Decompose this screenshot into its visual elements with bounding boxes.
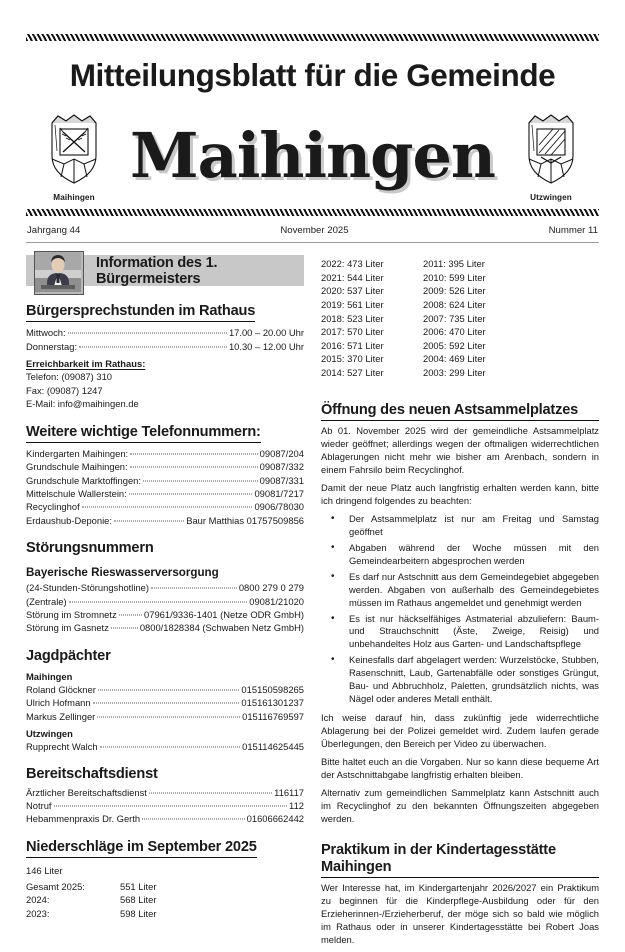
astsammelplatz-outro-2: Bitte haltet euch an die Vorgaben. Nur so kann diese bequeme Art der Astschnittabgabe langfristig erhalten bleiben. (321, 756, 599, 781)
list-item: • Es ist nur häckselfähiges Astmaterial abzuliefern: Baum- und Strauchschnitt (Äste, Zweige, Reisig) und unbehandeltes Holz aus Garten- und Landschaftspflege (321, 613, 599, 652)
year-value: 473 Liter (347, 258, 384, 270)
emergency-row (26, 799, 304, 812)
rainfall-history-row (321, 257, 423, 271)
list-item: • Abgaben während der Woche müssen mit den Gemeindearbeitern abgesprochen werden (321, 542, 599, 568)
office-hours-rows (26, 326, 304, 353)
year-label: 2022: (321, 258, 345, 270)
row-value: 09087/204 (259, 448, 304, 460)
top-hatched-rule (26, 33, 599, 42)
row-value: 0800 279 0 279 (238, 582, 304, 594)
content-columns (26, 255, 599, 952)
page-title: Mitteilungsblatt für die Gemeinde (69, 57, 556, 93)
row-value: 10.30 – 12.00 Uhr (228, 340, 304, 352)
year-label: 2008: (423, 298, 447, 310)
rainfall-year-right (120, 893, 304, 907)
year-label: 2018: (321, 312, 345, 324)
row-value: 015116769597 (242, 710, 304, 722)
leader-dots (143, 480, 258, 481)
leader-dots (151, 588, 237, 589)
hunting-heading: Jagdpächter (26, 647, 111, 664)
contact-email[interactable]: E-Mail: info@maihingen.de (26, 398, 139, 410)
coat-of-arms-utzwingen-icon (521, 111, 581, 187)
phone-numbers-list (26, 447, 304, 527)
disruptions-list (26, 581, 304, 634)
newsletter-page (0, 33, 625, 946)
hunting-list-utzwingen (26, 740, 304, 753)
year-value: 395 Liter (448, 258, 485, 270)
mayor-info-banner (26, 255, 304, 286)
year-value: 469 Liter (449, 353, 486, 365)
year-value: 599 Liter (449, 271, 486, 283)
year-value: 592 Liter (449, 339, 486, 351)
rainfall-history-row (423, 257, 599, 271)
year-value: 523 Liter (347, 312, 384, 324)
list-item: • Es darf nur Astschnitt aus dem Gemeindegebiet abgegeben werden. Abgaben von außerhalb des Gemeindegebietes müssen im Rathaus angemeldet und genehmigt werden (321, 571, 599, 610)
emergency-heading: Bereitschaftsdienst (26, 766, 158, 783)
row-label: (24-Stunden-Störungshotline) (26, 582, 149, 594)
phone-row (26, 514, 304, 527)
rainfall-history-row (423, 312, 599, 326)
row-label: Grundschule Maihingen: (26, 461, 128, 473)
disruption-row (26, 595, 304, 608)
astsammelplatz-intro-1: Ab 01. November 2025 wird der gemeindliche Astsammelplatz wieder geöffnet; allerdings wegen der oftmaligen widerrechtlichen Ablagerungen nicht mehr wie bisher am Arenbach, sondern in einem Fahrsilo beim Recyclinghof. (321, 424, 599, 475)
year-label: 2020: (321, 285, 345, 297)
rainfall-heading: Niederschläge im September 2025 (26, 839, 257, 858)
emergency-list (26, 786, 304, 826)
leader-dots (82, 507, 253, 508)
crest-maihingen-caption: Maihingen (53, 193, 95, 203)
rainfall-history-grid (321, 257, 599, 380)
rainfall-history-row (321, 312, 423, 326)
rainfall-summary-grid (26, 880, 304, 921)
year-value: 537 Liter (347, 285, 384, 297)
leader-dots (119, 615, 142, 616)
phone-numbers-heading: Weitere wichtige Telefonnummern: (26, 424, 261, 443)
row-label: Störung im Stromnetz (26, 609, 117, 621)
emergency-row (26, 812, 304, 825)
year-label: 2015: (321, 353, 345, 365)
year-value: 735 Liter (449, 312, 486, 324)
row-label: Ulrich Hofmann (26, 697, 91, 709)
rainfall-history-row (423, 298, 599, 312)
row-label: Mittelschule Wallerstein: (26, 488, 127, 500)
row-label: Störung im Gasnetz (26, 622, 109, 634)
leader-dots (142, 819, 245, 820)
contact-fax: Fax: (09087) 1247 (26, 384, 103, 396)
leader-dots (130, 467, 258, 468)
issue-volume: Jahrgang 44 (27, 225, 81, 237)
phone-row (26, 500, 304, 513)
row-value: 0800/1828384 (Schwaben Netz GmbH) (139, 622, 304, 634)
left-column (26, 255, 304, 921)
list-item: • Keinesfalls darf abgelagert werden: Wurzelstöcke, Stubben, Rasenschnitt, Laub, Gartenabfälle oder sonstiges Grüngut, Bau- und Abbruchholz, Paletten, grundsätzlich nichts, was Nägel oder anderes Metall enthält. (321, 654, 599, 706)
row-value: 116117 (274, 786, 304, 798)
row-value: 09081/21020 (249, 595, 304, 607)
leader-dots (68, 333, 227, 334)
office-hours-heading: Bürgersprechstunden im Rathaus (26, 303, 255, 322)
row-value: 09081/7217 (254, 488, 304, 500)
row-label: Kindergarten Maihingen: (26, 448, 129, 460)
leader-dots (114, 520, 184, 521)
row-label: Donnerstag: (26, 340, 78, 352)
row-label: Erdaushub-Deponie: (26, 514, 112, 526)
rainfall-history-row (321, 325, 423, 339)
disruptions-subheading: Bayerische Rieswasserversorgung (26, 566, 219, 580)
year-value: 544 Liter (347, 271, 384, 283)
crest-maihingen-block (26, 111, 122, 202)
row-value: 09087/331 (259, 474, 304, 486)
disruptions-heading: Störungsnummern (26, 540, 154, 557)
rainfall-history-row (321, 284, 423, 298)
leader-dots (149, 792, 272, 793)
row-value: 015161301237 (241, 697, 304, 709)
hunting-group-utzwingen: Utzwingen (26, 727, 73, 739)
rainfall-history-row (423, 352, 599, 366)
right-column (321, 255, 599, 952)
year-label: 2003: (423, 367, 447, 379)
hunting-group-maihingen: Maihingen (26, 670, 73, 682)
year-label: 2006: (423, 326, 447, 338)
year-value: 624 Liter (449, 298, 486, 310)
bottom-hatched-rule (26, 208, 599, 217)
rainfall-history-row (423, 366, 599, 380)
row-value: 09087/332 (259, 461, 304, 473)
year-label: 2009: (423, 285, 447, 297)
banner-title: Information des 1. Bürgermeisters (96, 254, 218, 287)
row-label: Mittwoch: (26, 327, 66, 339)
year-value: 526 Liter (449, 285, 486, 297)
year-label: 2010: (423, 271, 447, 283)
row-label: Rupprecht Walch (26, 740, 98, 752)
issue-date: November 2025 (280, 225, 349, 237)
rainfall-total-value: 551 Liter (120, 880, 157, 892)
year-label: 2004: (423, 353, 447, 365)
astsammelplatz-outro-1: Ich weise darauf hin, dass zukünftig jede widerrechtliche Ablagerung bei der Polizei gemeldet wird. Zudem laufen gerade Überlegungen, den Bereich per Video zu überwachen. (321, 712, 599, 750)
row-label: Recyclinghof (26, 501, 80, 513)
row-label: (Zentrale) (26, 595, 67, 607)
rainfall-year-left: 2023: (26, 908, 50, 920)
year-label: 2021: (321, 271, 345, 283)
year-label: 2014: (321, 367, 345, 379)
row-label: Roland Glöckner (26, 683, 96, 695)
rainfall-year-left-value: 598 Liter (120, 908, 157, 920)
row-label: Ärztlicher Bereitschaftsdienst (26, 786, 147, 798)
hunting-row (26, 740, 304, 753)
row-value: Baur Matthias 01757509856 (186, 514, 304, 526)
rainfall-history-row (321, 352, 423, 366)
hunting-row (26, 710, 304, 723)
rainfall-history-row (423, 325, 599, 339)
leader-dots (69, 601, 248, 602)
leader-dots (100, 746, 241, 747)
row-label: Notruf (26, 799, 52, 811)
rainfall-history-row (321, 366, 423, 380)
praktikum-heading: Praktikum in der Kindertagesstätte Maihingen (321, 842, 599, 878)
mayor-photo (34, 251, 84, 295)
astsammelplatz-outro-3: Alternativ zum gemeindlichen Sammelplatz kann Astschnitt auch im Recyclinghof zu den bekannten Öffnungszeiten abgegeben werden. (321, 787, 599, 825)
year-label: 2005: (423, 339, 447, 351)
year-value: 299 Liter (449, 367, 486, 379)
row-value: 0906/78030 (254, 501, 304, 513)
row-value: 112 (289, 799, 304, 811)
issue-line (26, 217, 599, 243)
contact-heading: Erreichbarkeit im Rathaus: (26, 357, 146, 369)
row-value: 015114625445 (242, 740, 304, 752)
astsammelplatz-rules-list (321, 513, 599, 707)
phone-row (26, 487, 304, 500)
list-item: • Der Astsammelplatz ist nur am Freitag und Samstag geöffnet (321, 513, 599, 539)
year-value: 527 Liter (347, 367, 384, 379)
phone-row (26, 460, 304, 473)
hunting-list-maihingen (26, 683, 304, 723)
leader-dots (130, 454, 258, 455)
rainfall-history-row (423, 339, 599, 353)
crest-utzwingen-caption: Utzwingen (530, 193, 572, 203)
hunting-row (26, 696, 304, 709)
coat-of-arms-maihingen-icon (44, 111, 104, 187)
rainfall-total-label: Gesamt 2025: (26, 880, 85, 892)
year-value: 571 Liter (347, 339, 384, 351)
praktikum-body: Wer Interesse hat, im Kindergartenjahr 2026/2027 ein Praktikum zu beginnen für die Kinderpflege-Ausbildung oder für den Erzieherinnen-/Erzieherberuf, der möge sich so bald wie möglich im Rathaus oder in unserer Kindertagesstätte bei Robert Joas melden. (321, 882, 599, 946)
rainfall-year-left-value: 568 Liter (120, 894, 157, 906)
row-value: 01606662442 (246, 813, 304, 825)
masthead-wordmark: Maihingen (130, 119, 495, 193)
row-label: Hebammenpraxis Dr. Gerth (26, 813, 141, 825)
emergency-row (26, 786, 304, 799)
row-label: Markus Zellinger (26, 710, 96, 722)
rainfall-year-left: 2024: (26, 894, 50, 906)
astsammelplatz-intro-2: Damit der neue Platz auch langfristig erhalten werden kann, bitte ich dringend folgendes zu beachten: (321, 481, 599, 506)
mayor-portrait-icon (35, 252, 81, 292)
rainfall-history-row (321, 271, 423, 285)
rainfall-history-row (423, 284, 599, 298)
year-label: 2011: (423, 258, 446, 270)
year-value: 561 Liter (347, 298, 384, 310)
disruption-row (26, 608, 304, 621)
crest-utzwingen-block (503, 111, 599, 202)
astsammelplatz-heading: Öffnung des neuen Astsammelplatzes (321, 402, 599, 421)
phone-row (26, 474, 304, 487)
leader-dots (111, 628, 138, 629)
year-label: 2019: (321, 298, 345, 310)
leader-dots (97, 716, 240, 717)
office-hours-row (26, 340, 304, 353)
issue-number: Nummer 11 (548, 225, 598, 237)
rainfall-history-row (321, 339, 423, 353)
rainfall-year-right (120, 907, 304, 921)
leader-dots (98, 689, 240, 690)
leader-dots (79, 346, 227, 347)
phone-row (26, 447, 304, 460)
year-value: 470 Liter (449, 326, 486, 338)
year-label: 2016: (321, 339, 345, 351)
year-label: 2007: (423, 312, 447, 324)
hunting-row (26, 683, 304, 696)
rainfall-history-row (321, 298, 423, 312)
office-hours-row (26, 326, 304, 339)
leader-dots (129, 494, 253, 495)
year-label: 2017: (321, 326, 345, 338)
disruption-row (26, 621, 304, 634)
leader-dots (93, 703, 240, 704)
year-value: 570 Liter (347, 326, 384, 338)
row-value: 17.00 – 20.00 Uhr (228, 327, 304, 339)
row-label: Grundschule Marktoffingen: (26, 474, 141, 486)
disruption-row (26, 581, 304, 594)
masthead (26, 94, 599, 202)
rainfall-month-value: 146 Liter (26, 864, 63, 876)
year-value: 370 Liter (347, 353, 384, 365)
leader-dots (54, 805, 288, 806)
row-value: 07961/9336-1401 (Netze ODR GmbH) (144, 609, 304, 621)
rainfall-history-row (423, 271, 599, 285)
contact-phone: Telefon: (09087) 310 (26, 370, 112, 382)
row-value: 015150598265 (241, 683, 304, 695)
